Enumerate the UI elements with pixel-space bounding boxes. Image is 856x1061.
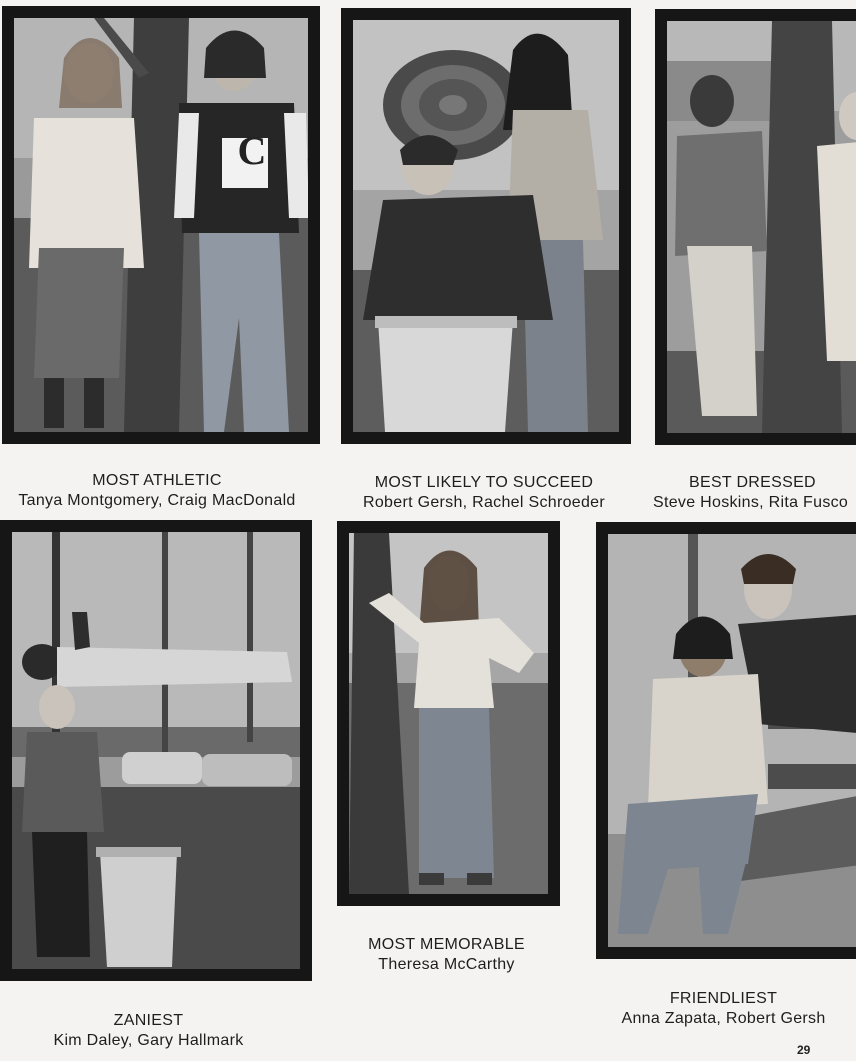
caption-best-dressed	[640, 473, 856, 513]
award-names: Kim Daley, Gary Hallmark	[53, 1032, 244, 1049]
caption-most-memorable	[333, 935, 560, 975]
photo-most-memorable	[349, 533, 548, 894]
caption-zaniest	[0, 1011, 297, 1051]
award-title: MOST MEMORABLE	[368, 936, 525, 953]
award-title: FRIENDLIEST	[669, 990, 778, 1007]
photo-frame-friendliest	[596, 522, 856, 959]
photo-zaniest	[12, 532, 300, 969]
letter-jacket-emblem: C	[237, 128, 267, 173]
photo-most-athletic	[14, 18, 308, 432]
photo-frame-most-athletic	[2, 6, 320, 444]
photo-frame-zaniest	[0, 520, 312, 981]
award-names: Tanya Montgomery, Craig MacDonald	[18, 492, 296, 509]
photo-best-dressed	[667, 21, 856, 433]
photo-most-likely-to-succeed	[353, 20, 619, 432]
photo-frame-best-dressed	[655, 9, 856, 445]
photo-friendliest	[608, 534, 856, 947]
page-number: 29	[797, 1043, 811, 1057]
award-names: Robert Gersh, Rachel Schroeder	[363, 494, 605, 511]
award-title: ZANIEST	[113, 1012, 184, 1029]
award-title: MOST ATHLETIC	[92, 472, 222, 489]
caption-most-likely-to-succeed	[334, 473, 634, 513]
photo-frame-most-likely-to-succeed	[341, 8, 631, 444]
award-title: MOST LIKELY TO SUCCEED	[374, 474, 594, 491]
award-names: Anna Zapata, Robert Gersh	[621, 1010, 826, 1027]
caption-friendliest	[596, 989, 851, 1029]
photo-frame-most-memorable	[337, 521, 560, 906]
caption-most-athletic	[0, 471, 314, 511]
award-names: Theresa McCarthy	[378, 956, 515, 973]
award-names: Steve Hoskins, Rita Fusco	[653, 494, 849, 511]
award-title: BEST DRESSED	[689, 474, 816, 491]
